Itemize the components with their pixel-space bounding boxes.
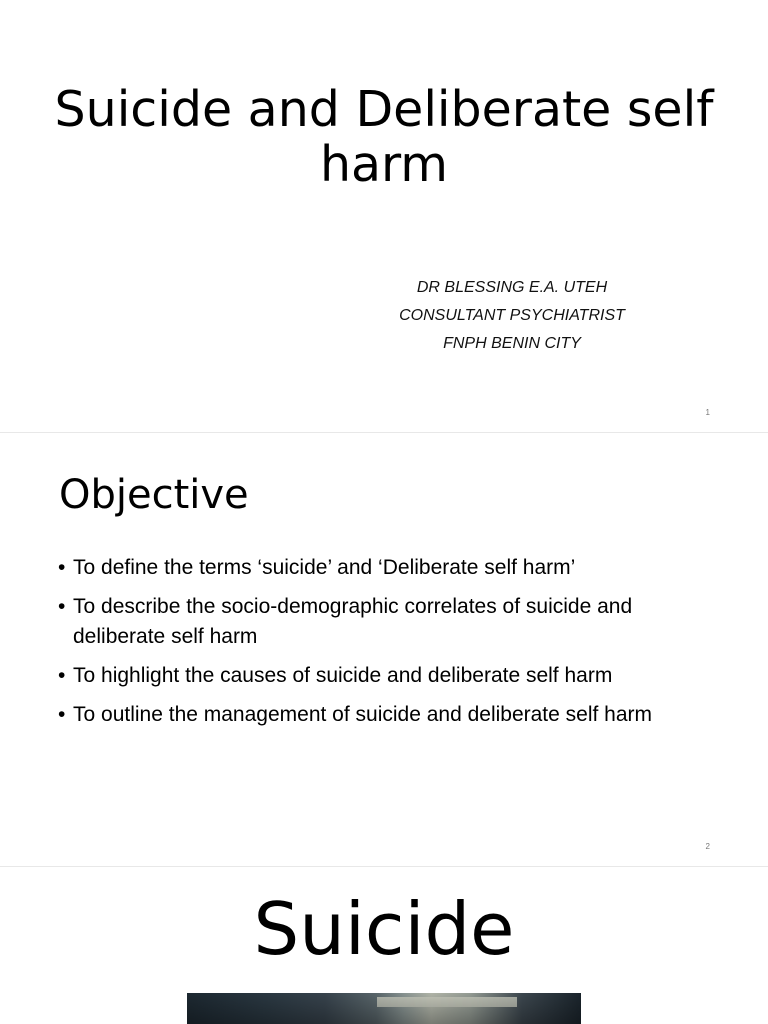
photo-shade	[187, 993, 581, 1024]
slide-title: Suicide	[253, 887, 515, 971]
bullet-icon: •	[58, 703, 66, 726]
list-item-text: To highlight the causes of suicide and deliberate self harm	[73, 664, 613, 687]
list-item	[58, 553, 718, 583]
list-item-text: To describe the socio-demographic correlates of suicide and deliberate self harm	[73, 595, 633, 648]
presentation-title: Suicide and Deliberate self harm	[54, 81, 714, 193]
slide-1	[0, 0, 768, 432]
bullet-icon: •	[58, 556, 66, 579]
bullet-icon: •	[58, 664, 66, 687]
list-item	[58, 592, 718, 652]
page-number: 2	[705, 842, 710, 851]
page-number: 1	[705, 408, 710, 417]
list-item-text: To define the terms ‘suicide’ and ‘Deliberate self harm’	[73, 556, 576, 579]
slide-photo	[187, 993, 581, 1024]
objectives-list	[58, 553, 718, 739]
slide-2	[0, 433, 768, 866]
author-institution: FNPH BENIN CITY	[443, 335, 581, 352]
bullet-icon: •	[58, 595, 66, 618]
slide-heading: Objective	[59, 472, 249, 518]
author-name: DR BLESSING E.A. UTEH	[416, 279, 608, 296]
author-block	[372, 274, 652, 358]
list-item-text: To outline the management of suicide and deliberate self harm	[73, 703, 653, 726]
slide-3	[0, 867, 768, 1024]
list-item	[58, 700, 718, 730]
list-item	[58, 661, 718, 691]
author-role: CONSULTANT PSYCHIATRIST	[399, 307, 625, 324]
